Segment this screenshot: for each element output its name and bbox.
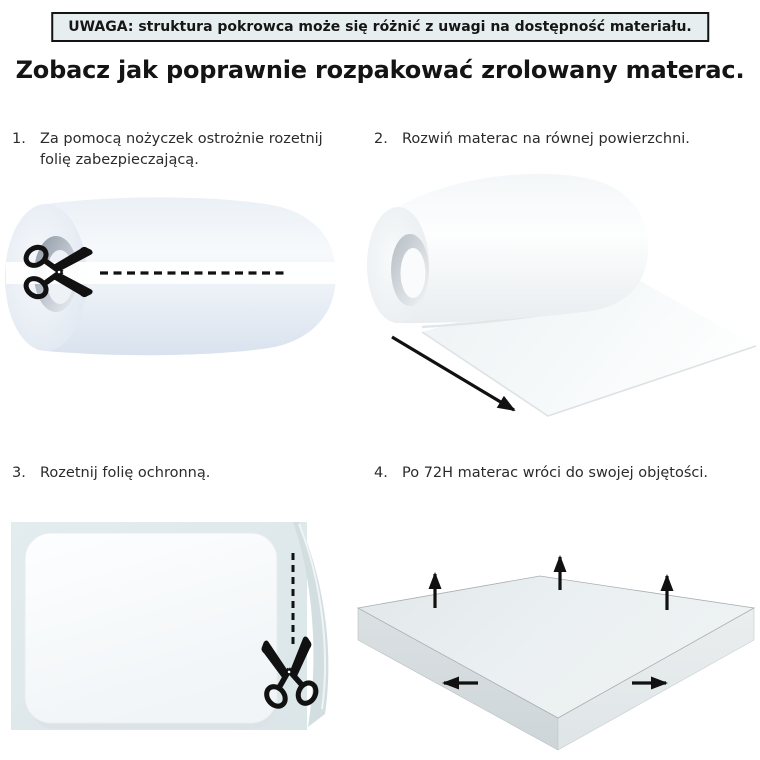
- step-2-number: 2.: [374, 131, 388, 147]
- notice-banner: UWAGA: struktura pokrowca może się różnić z uwagi na dostępność materiału.: [51, 12, 709, 42]
- step-1-number: 1.: [12, 131, 26, 147]
- step-1-label: [12, 129, 340, 171]
- step-3-number: 3.: [12, 465, 26, 481]
- step-3-text: Rozetnij folię ochronną.: [40, 465, 211, 481]
- unrolling-mattress-illustration: [360, 160, 760, 430]
- step-1-text: Za pomocą nożyczek ostrożnie rozetnij folię zabezpieczającą.: [40, 131, 323, 168]
- step-4-text: Po 72H materac wróci do swojej objętości.: [402, 465, 709, 481]
- expanding-mattress-illustration: [355, 500, 760, 760]
- roll-core-inner: [401, 248, 426, 298]
- step-4-number: 4.: [374, 465, 388, 481]
- step-4-label: [374, 463, 760, 484]
- flat-mattress-film-illustration: [5, 515, 345, 747]
- rolled-mattress-illustration: [5, 190, 345, 360]
- step-3-label: [12, 463, 340, 484]
- page-title: Zobacz jak poprawnie rozpakować zrolowany materac.: [15, 56, 745, 84]
- mattress-top-view: [25, 533, 277, 723]
- step-2-text: Rozwiń materac na równej powierzchni.: [402, 131, 690, 147]
- step-2-label: [374, 129, 760, 150]
